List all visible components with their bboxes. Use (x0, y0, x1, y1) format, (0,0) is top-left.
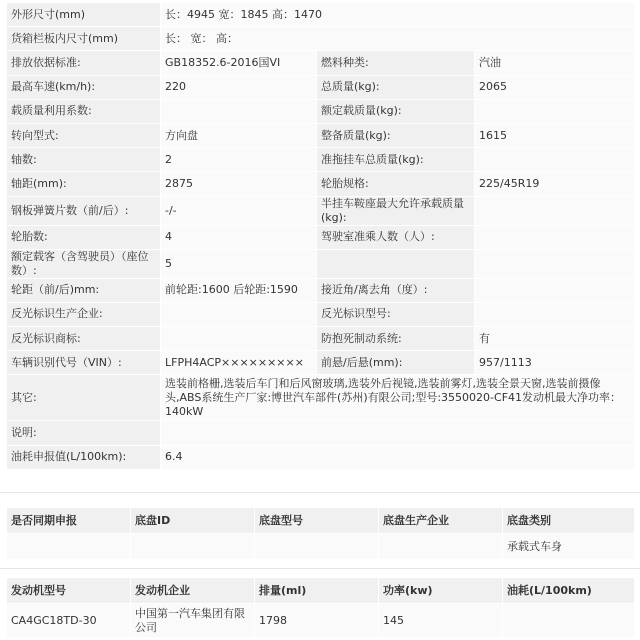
spec-value: 选装前格栅,选装后车门和后风窗玻璃,选装外后视镜,选装前雾灯,选装全景天窗,选装前摄像头,ABS系统生产厂家:博世汽车部件(苏州)有限公司;型号:3550020-CF41发动机最大净功率：140kW (161, 375, 635, 421)
spec-value: 2875 (161, 172, 317, 196)
chassis-header-cell: 底盘生产企业 (379, 508, 503, 534)
spec-label: 总质量(kg): (317, 75, 475, 99)
spec-label: 载质量利用系数: (7, 99, 161, 123)
spec-row (7, 351, 635, 375)
spec-row (7, 196, 635, 225)
engine-header-cell: 功率(kw) (379, 578, 503, 604)
engine-cell: 中国第一汽车集团有限公司 (131, 604, 255, 638)
spec-label: 轮胎数: (7, 225, 161, 249)
spec-label: 排放依据标准: (7, 51, 161, 75)
chassis-header-cell: 底盘型号 (255, 508, 379, 534)
spec-value (475, 249, 635, 278)
spec-value: 有 (475, 327, 635, 351)
spec-row (7, 302, 635, 326)
chassis-header-cell: 底盘ID (131, 508, 255, 534)
spec-value (475, 99, 635, 123)
chassis-header-row (7, 508, 635, 534)
spec-row (7, 278, 635, 302)
spec-label: 半挂车鞍座最大允许承载质量(kg): (317, 196, 475, 225)
spec-value: 2065 (475, 75, 635, 99)
spec-row (7, 75, 635, 99)
spec-label: 驾驶室准乘人数（人）: (317, 225, 475, 249)
spec-value: 长： 宽： 高： (161, 27, 635, 51)
spec-value: 225/45R19 (475, 172, 635, 196)
engine-data-row (7, 604, 635, 638)
spec-label: 反光标识型号: (317, 302, 475, 326)
chassis-cell (379, 534, 503, 560)
spec-label: 准拖挂车总质量(kg): (317, 148, 475, 172)
spec-value: 4 (161, 225, 317, 249)
spec-label (317, 249, 475, 278)
spec-value: 6.4 (161, 445, 635, 469)
spec-value (475, 148, 635, 172)
engine-header-cell: 排量(ml) (255, 578, 379, 604)
spec-row (7, 99, 635, 123)
spec-value (161, 421, 635, 445)
spec-row (7, 249, 635, 278)
spec-value (161, 302, 317, 326)
spec-label: 油耗申报值(L/100km): (7, 445, 161, 469)
spec-value: 前轮距:1600 后轮距:1590 (161, 278, 317, 302)
spec-row (7, 51, 635, 75)
spec-label: 反光标识商标: (7, 327, 161, 351)
spec-row-fuel (7, 445, 635, 469)
chassis-table (6, 507, 635, 560)
spec-row (7, 172, 635, 196)
spec-value (161, 99, 317, 123)
chassis-cell (255, 534, 379, 560)
spec-row (7, 225, 635, 249)
spec-value: 2 (161, 148, 317, 172)
chassis-cell: 承载式车身 (503, 534, 635, 560)
engine-cell: 145 (379, 604, 503, 638)
spec-label: 说明: (7, 421, 161, 445)
spec-value (475, 196, 635, 225)
section-divider (0, 568, 640, 569)
spec-label: 外形尺寸(mm) (7, 3, 161, 27)
spec-label: 车辆识别代号（VIN）: (7, 351, 161, 375)
engine-header-row (7, 578, 635, 604)
spec-label: 燃料种类: (317, 51, 475, 75)
spec-row (7, 327, 635, 351)
spec-value: GB18352.6-2016国VI (161, 51, 317, 75)
spec-label: 钢板弹簧片数（前/后）: (7, 196, 161, 225)
engine-table (6, 577, 635, 638)
spec-value: 220 (161, 75, 317, 99)
spec-value: -/- (161, 196, 317, 225)
engine-cell: 1798 (255, 604, 379, 638)
spec-label: 轴数: (7, 148, 161, 172)
spec-value: 957/1113 (475, 351, 635, 375)
engine-header-cell: 发动机型号 (7, 578, 131, 604)
spec-row (7, 148, 635, 172)
spec-value (475, 302, 635, 326)
chassis-header-cell: 底盘类别 (503, 508, 635, 534)
spec-label: 整备质量(kg): (317, 123, 475, 147)
spec-label: 转向型式: (7, 123, 161, 147)
engine-header-cell: 油耗(L/100km) (503, 578, 635, 604)
spec-row-cargo-dimensions (7, 27, 635, 51)
spec-row-other (7, 375, 635, 421)
spec-label: 最高车速(km/h): (7, 75, 161, 99)
spec-label: 反光标识生产企业: (7, 302, 161, 326)
spec-value: 长：4945 宽：1845 高：1470 (161, 3, 635, 27)
spec-row-notes (7, 421, 635, 445)
spec-label: 轮胎规格: (317, 172, 475, 196)
spec-value (475, 225, 635, 249)
spec-label: 前悬/后悬(mm): (317, 351, 475, 375)
spec-label: 额定载客（含驾驶员）（座位数）: (7, 249, 161, 278)
spec-value (475, 278, 635, 302)
spec-value (161, 327, 317, 351)
spec-value: 汽油 (475, 51, 635, 75)
spec-label: 防抱死制动系统: (317, 327, 475, 351)
spec-label: 货箱栏板内尺寸(mm) (7, 27, 161, 51)
spec-row-dimensions (7, 3, 635, 27)
spec-value: 方向盘 (161, 123, 317, 147)
chassis-header-cell: 是否同期申报 (7, 508, 131, 534)
spec-value: 1615 (475, 123, 635, 147)
engine-cell: CA4GC18TD-30 (7, 604, 131, 638)
engine-cell (503, 604, 635, 638)
chassis-cell (7, 534, 131, 560)
spec-label: 额定载质量(kg): (317, 99, 475, 123)
chassis-data-row (7, 534, 635, 560)
spec-row (7, 123, 635, 147)
spec-label: 轴距(mm): (7, 172, 161, 196)
vehicle-spec-table (6, 2, 635, 470)
spec-label: 轮距（前/后)mm: (7, 278, 161, 302)
section-divider (0, 492, 640, 493)
spec-value: 5 (161, 249, 317, 278)
chassis-cell (131, 534, 255, 560)
engine-header-cell: 发动机企业 (131, 578, 255, 604)
spec-label: 其它: (7, 375, 161, 421)
spec-label: 接近角/离去角（度）: (317, 278, 475, 302)
spec-value: LFPH4ACP××××××××× (161, 351, 317, 375)
